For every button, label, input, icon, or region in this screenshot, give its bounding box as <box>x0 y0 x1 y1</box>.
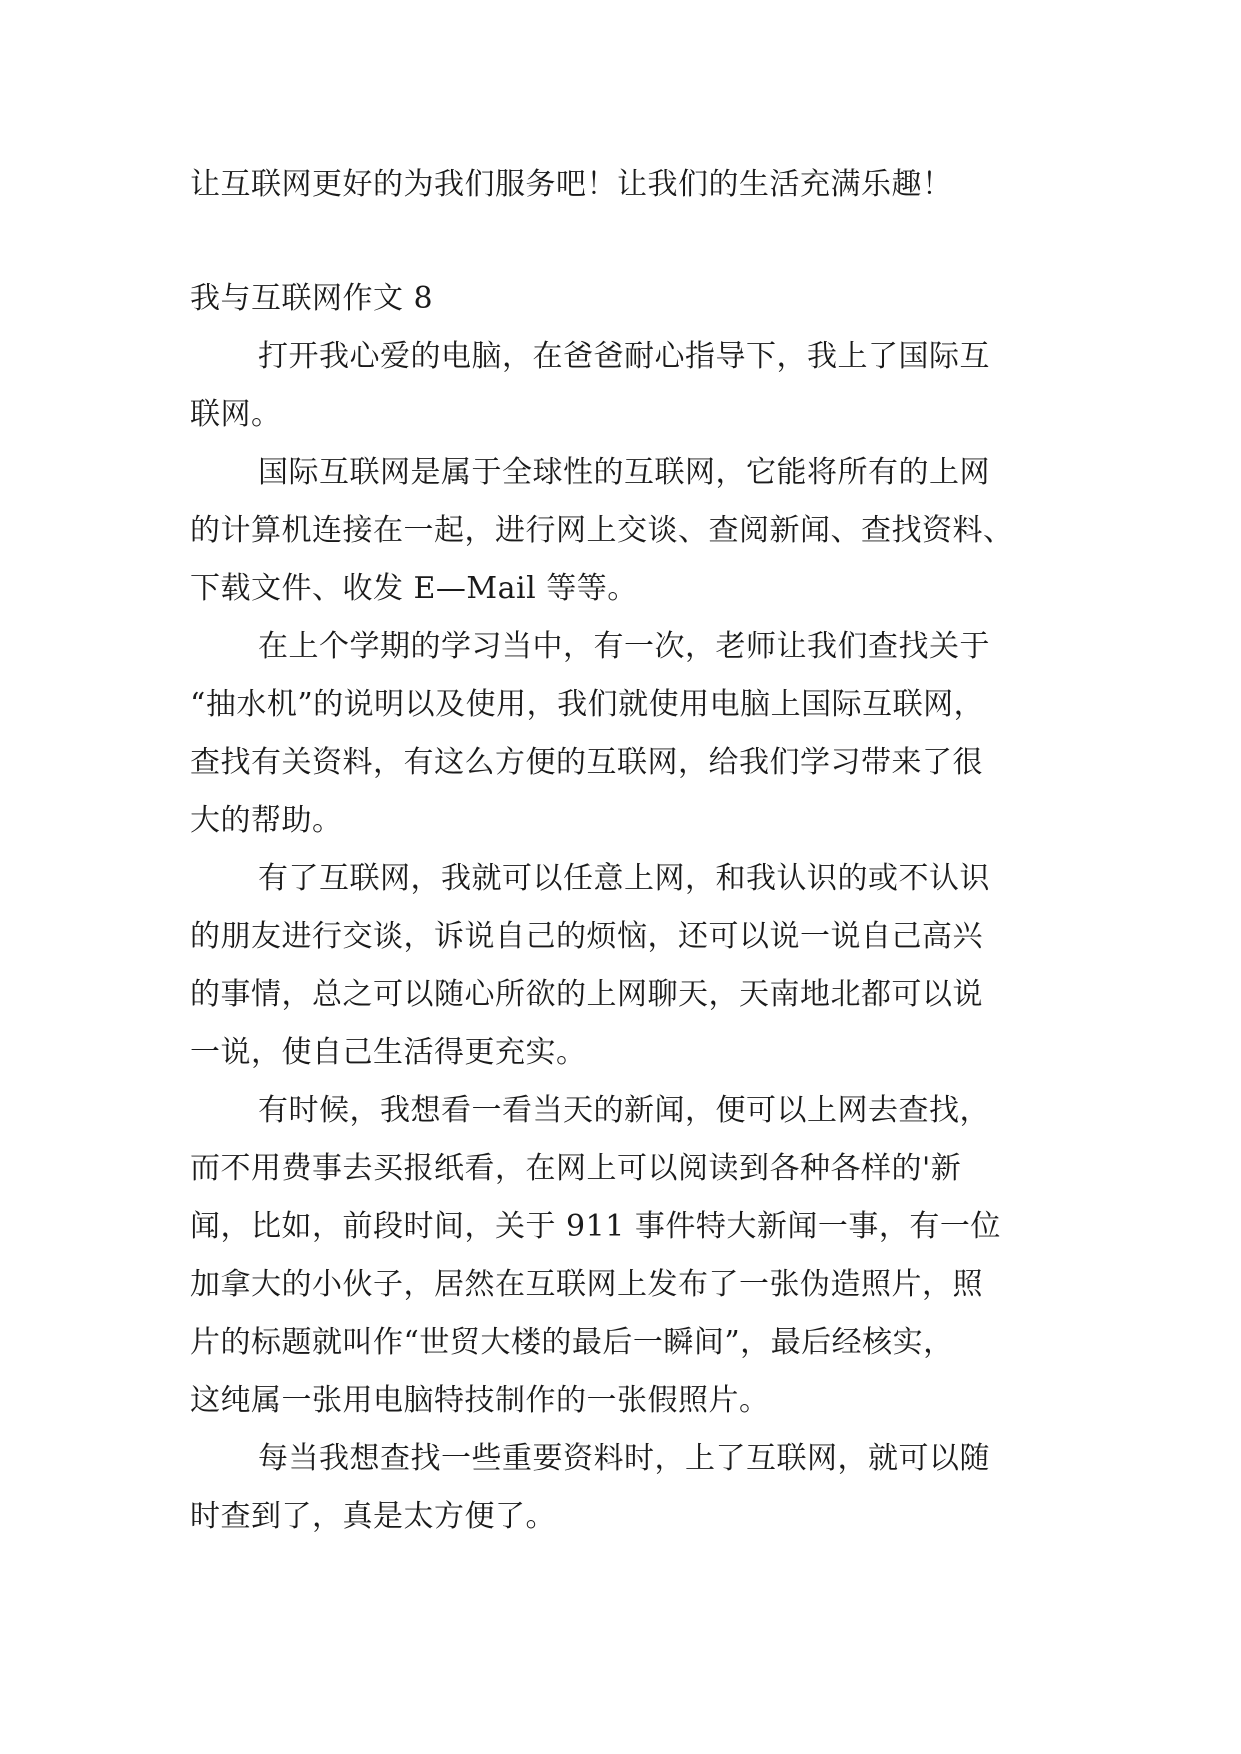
paragraph <box>190 850 1050 1082</box>
document-page <box>190 156 1050 1546</box>
paragraph-line: 的朋友进行交谈，诉说自己的烦恼，还可以说一说自己高兴 <box>190 919 983 954</box>
paragraph-line: 的事情，总之可以随心所欲的上网聊天，天南地北都可以说 <box>190 977 983 1012</box>
paragraph-line: 查找有关资料，有这么方便的互联网，给我们学习带来了很 <box>190 745 983 780</box>
paragraph-line: 的计算机连接在一起，进行网上交谈、查阅新闻、查找资料、 <box>190 513 1014 548</box>
paragraph-line: 国际互联网是属于全球性的互联网，它能将所有的上网 <box>258 455 990 490</box>
paragraph-line: 片的标题就叫作“世贸大楼的最后一瞬间”，最后经核实， <box>190 1325 954 1360</box>
paragraph-line: 大的帮助。 <box>190 803 343 838</box>
paragraph-line: 下载文件、收发 E—Mail 等等。 <box>190 571 638 606</box>
intro-line: 让互联网更好的为我们服务吧！让我们的生活充满乐趣！ <box>190 167 953 202</box>
paragraph-line: 时查到了，真是太方便了。 <box>190 1499 556 1534</box>
section-gap <box>190 214 1050 270</box>
paragraph-line: 在上个学期的学习当中，有一次，老师让我们查找关于 <box>258 629 990 664</box>
paragraph-line: 这纯属一张用电脑特技制作的一张假照片。 <box>190 1383 770 1418</box>
paragraph-line: 打开我心爱的电脑，在爸爸耐心指导下，我上了国际互 <box>258 339 990 374</box>
paragraph <box>190 444 1050 618</box>
paragraph-line: “抽水机”的说明以及使用，我们就使用电脑上国际互联网， <box>190 687 985 722</box>
paragraph-line: 联网。 <box>190 397 282 432</box>
paragraph-line: 每当我想查找一些重要资料时，上了互联网，就可以随 <box>258 1441 990 1476</box>
paragraph <box>190 1082 1050 1430</box>
paragraph <box>190 618 1050 850</box>
paragraph <box>190 328 1050 444</box>
essay-heading: 我与互联网作文 8 <box>190 281 434 316</box>
paragraph-line: 有时候，我想看一看当天的新闻，便可以上网去查找， <box>258 1093 990 1128</box>
paragraph-line: 一说，使自己生活得更充实。 <box>190 1035 587 1070</box>
paragraph-line: 加拿大的小伙子，居然在互联网上发布了一张伪造照片，照 <box>190 1267 983 1302</box>
paragraph-line: 而不用费事去买报纸看，在网上可以阅读到各种各样的'新 <box>190 1151 962 1186</box>
paragraph-line: 有了互联网，我就可以任意上网，和我认识的或不认识 <box>258 861 990 896</box>
paragraph <box>190 1430 1050 1546</box>
paragraph-line: 闻，比如，前段时间，关于 911 事件特大新闻一事，有一位 <box>190 1209 1001 1244</box>
